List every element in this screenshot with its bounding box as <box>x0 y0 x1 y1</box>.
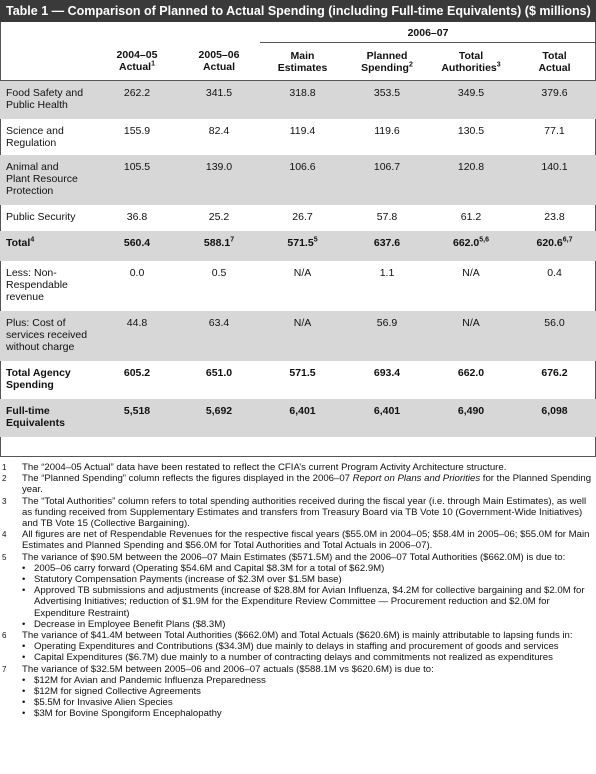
footnote-text: The “Total Authorities” column refers to total spending authorities received during the fiscal year (i.e. through Main Estimates), as well as funding received from Supplementary Estimates and transfers from Treasury Board via TB Vote 10 (Government-Wide Initiatives) and TB Vote 15 (Collective Bargaining). <box>22 495 587 530</box>
footnote-ref: 2 <box>408 61 413 68</box>
row-label-line: Spending <box>6 378 54 391</box>
table-cell <box>345 155 429 205</box>
cell-value: 662.0 <box>457 366 485 379</box>
footnote-ref: 3 <box>496 61 501 68</box>
cell-value: 571.5 <box>287 236 314 249</box>
table-cell <box>96 205 178 231</box>
footnote-1 <box>0 462 592 473</box>
row-label-line: Full-time <box>6 404 50 417</box>
row-label-line: services received <box>6 328 88 341</box>
table-cell <box>96 361 178 399</box>
cell-value: 637.6 <box>373 236 401 249</box>
group-header-row <box>0 24 596 43</box>
footnote-5 <box>0 552 592 630</box>
column-header-line2: Actual <box>538 61 571 74</box>
cell-value: 0.4 <box>547 266 562 279</box>
cell-value: N/A <box>462 316 480 329</box>
footnote-text: The variance of $32.5M between 2005–06 and 2006–07 actuals ($588.1M vs $620.6M) is due to: <box>22 663 434 675</box>
table-row <box>0 311 596 361</box>
cell-value: N/A <box>293 316 312 329</box>
row-label-line: revenue <box>6 290 44 303</box>
row-label-line: Plant Resource <box>6 172 78 185</box>
footnotes <box>0 462 592 720</box>
cell-value: 676.2 <box>541 366 568 379</box>
row-label-line: Total <box>6 236 31 249</box>
footnote-text: The variance of $90.5M between the 2006–07 Main Estimates ($571.5M) and the 2006–07 Total Authorities ($662.0M) is due to: <box>22 551 566 563</box>
table-cell <box>260 361 345 399</box>
footnote-number: 5 <box>2 552 7 562</box>
column-header-line1: Main <box>290 49 315 62</box>
report-title: Report on Plans and Priorities <box>352 473 481 485</box>
table-cell <box>513 155 596 205</box>
cell-value: 25.2 <box>208 210 230 223</box>
column-header <box>260 43 345 81</box>
footnote-bullet: • Operating Expenditures and Contributions ($34.3M) due mainly to delays in staffing and procurement of goods and services <box>22 641 592 652</box>
table-cell <box>513 119 596 155</box>
footnote-bullet: • $5.5M for Invasive Alien Species <box>22 697 592 708</box>
footnote-bullet: • Statutory Compensation Payments (increase of $2.3M over $1.5M base) <box>22 574 592 585</box>
table-cell <box>178 261 260 311</box>
footnote-text: for the Planned Spending year. <box>22 473 592 496</box>
column-header <box>345 43 429 81</box>
group-header: 2006–07 <box>260 24 596 43</box>
cell-value: 56.9 <box>376 316 398 329</box>
footnote-number: 1 <box>2 463 7 472</box>
column-header-line2: Estimates <box>277 61 328 74</box>
footnote-ref: 1 <box>151 60 155 68</box>
cell-value: 662.0 <box>452 236 480 249</box>
table-cell <box>260 311 345 361</box>
cell-value: 6,401 <box>373 404 401 417</box>
row-label <box>0 261 96 311</box>
table-cell <box>345 119 429 155</box>
column-header <box>513 43 596 81</box>
row-label-line: without charge <box>6 340 75 353</box>
table-cell <box>345 311 429 361</box>
column-header-line2: Authorities <box>441 61 497 74</box>
footnote-number: 4 <box>2 530 7 540</box>
cell-value: 6,098 <box>541 404 568 417</box>
table-cell <box>178 205 260 231</box>
table-cell <box>96 399 178 437</box>
row-label-line: Science and <box>6 124 64 137</box>
cell-value: 6,401 <box>289 404 316 417</box>
row-label <box>0 205 96 231</box>
cell-value: 106.7 <box>373 160 401 173</box>
table-row <box>0 261 596 311</box>
row-label <box>0 399 96 437</box>
table-cell <box>513 399 596 437</box>
column-header-line2: Spending <box>361 61 409 74</box>
cell-value: 349.5 <box>457 87 485 99</box>
cell-value: 1.1 <box>379 266 395 279</box>
table-cell <box>260 399 345 437</box>
row-label <box>0 119 96 155</box>
footnote-number: 6 <box>2 631 7 641</box>
table-cell <box>178 155 260 205</box>
cell-value: 571.5 <box>289 366 316 379</box>
table-cell <box>260 261 345 311</box>
table-cell <box>513 231 596 261</box>
row-label <box>0 231 96 261</box>
table-cell <box>178 119 260 155</box>
table-cell <box>260 81 345 119</box>
cell-value: 5,692 <box>205 404 233 417</box>
cell-value: 140.1 <box>541 160 568 173</box>
column-header-line1: Total <box>542 49 567 62</box>
column-header-line1: 2004–05 <box>116 49 158 62</box>
row-label-line: Animal and <box>6 160 59 173</box>
cell-value: 379.6 <box>541 87 568 99</box>
cell-value: 130.5 <box>457 124 485 137</box>
cell-value: 651.0 <box>205 366 233 379</box>
table-cell <box>513 361 596 399</box>
cell-value: 120.8 <box>457 160 485 173</box>
cell-value: 262.2 <box>123 87 151 99</box>
row-label-line: Food Safety and <box>6 87 84 99</box>
column-header <box>429 43 513 81</box>
table-cell <box>96 231 178 261</box>
cell-value: 56.0 <box>544 316 565 329</box>
table-cell <box>429 261 513 311</box>
cell-value: 119.4 <box>289 124 316 137</box>
table-row <box>0 361 596 399</box>
table-cell <box>260 231 345 261</box>
cell-value: 106.6 <box>289 160 316 173</box>
cell-value: 63.4 <box>208 316 230 329</box>
row-label-line: Protection <box>6 184 54 197</box>
table-row <box>0 231 596 261</box>
cell-value: 0.0 <box>129 266 145 279</box>
footnote-6 <box>0 630 592 664</box>
cell-value: 560.4 <box>123 236 151 249</box>
table-cell <box>345 81 429 119</box>
footnote-4 <box>0 529 592 551</box>
table-cell <box>345 399 429 437</box>
table-cell <box>260 119 345 155</box>
row-label-line: Public Health <box>6 99 68 111</box>
table-cell <box>429 231 513 261</box>
table-cell <box>513 205 596 231</box>
footnote-bullet: • Decrease in Employee Benefit Plans ($8.3M) <box>22 619 592 630</box>
column-header-line1: Total <box>458 49 484 62</box>
table-body <box>0 81 596 437</box>
table-row <box>0 205 596 231</box>
table-cell <box>513 261 596 311</box>
table-cell <box>429 155 513 205</box>
footnote-bullet: • $3M for Bovine Spongiform Encephalopathy <box>22 708 592 719</box>
table-cell <box>178 231 260 261</box>
table-cell <box>178 399 260 437</box>
row-label-line: Less: Non- <box>6 266 57 279</box>
cell-value: 44.8 <box>126 316 148 329</box>
table-row <box>0 119 596 155</box>
footnote-ref: 5,6 <box>479 236 489 243</box>
table-cell <box>96 261 178 311</box>
cell-value: 119.6 <box>374 124 400 137</box>
table-cell <box>429 205 513 231</box>
footnote-bullet: • Capital Expenditures ($6.7M) due mainly to a number of contracting delays and commitments not realized as expenditures <box>22 652 592 663</box>
column-header-line2: Actual <box>202 61 236 74</box>
footnote-text: The “2004–05 Actual” data have been restated to reflect the CFIA’s current Program Activity Architecture structure. <box>22 462 507 473</box>
cell-value: 23.8 <box>544 210 565 223</box>
table-cell <box>345 361 429 399</box>
cell-value: 77.1 <box>544 124 565 137</box>
cell-value: 57.8 <box>376 210 398 223</box>
table-cell <box>513 81 596 119</box>
row-label <box>0 311 96 361</box>
column-header <box>178 43 260 81</box>
footnote-number: 2 <box>2 474 7 484</box>
table-cell <box>429 311 513 361</box>
row-label <box>0 155 96 205</box>
footnote-bullet: • $12M for Avian and Pandemic Influenza Preparedness <box>22 675 592 686</box>
table-cell <box>260 205 345 231</box>
footnote-bullet: • $12M for signed Collective Agreements <box>22 686 592 697</box>
table-cell <box>429 361 513 399</box>
cell-value: 139.0 <box>205 160 233 173</box>
column-header-row <box>0 43 596 81</box>
column-header-line2: Actual <box>119 61 152 74</box>
column-header <box>96 43 178 81</box>
cell-value: 36.8 <box>126 210 148 223</box>
cell-value: 588.1 <box>203 236 231 249</box>
cell-value: 82.4 <box>208 124 230 137</box>
cell-value: 155.9 <box>123 124 151 137</box>
cell-value: 353.5 <box>373 87 401 99</box>
cell-value: 605.2 <box>123 366 151 379</box>
table-cell <box>429 119 513 155</box>
cell-value: 105.5 <box>123 160 151 173</box>
footnote-ref: 7 <box>230 236 235 243</box>
row-label-line: Regulation <box>6 136 57 149</box>
row-label <box>0 361 96 399</box>
footnote-text: All figures are net of Respendable Revenues for the respective fiscal years ($55.0M in 2004–05; $58.4M in 2005–06; $55.0M for Main Estimates and Planned Spending and $56.0M for Total Authorities and Total Actuals in 2006–07). <box>22 529 590 552</box>
table-title: Table 1 — Comparison of Planned to Actual Spending (including Full-time Equivalents) ($ millions) <box>0 0 596 22</box>
footnote-ref: 6,7 <box>562 236 573 243</box>
table-row <box>0 81 596 119</box>
table-cell <box>260 155 345 205</box>
table-cell <box>345 205 429 231</box>
footnote-3 <box>0 496 592 530</box>
footnote-ref: 5 <box>313 236 318 243</box>
column-header-line1: Planned <box>366 49 408 62</box>
cell-value: 341.5 <box>205 87 233 99</box>
footnote-text: The “Planned Spending” column reflects the figures displayed in the 2006–07 <box>22 473 353 485</box>
footnote-7 <box>0 664 592 720</box>
cell-value: 693.4 <box>373 366 401 379</box>
table-row <box>0 155 596 205</box>
cell-value: 620.6 <box>536 236 563 249</box>
table-row <box>0 399 596 437</box>
table-cell <box>96 81 178 119</box>
row-label-line: Total Agency <box>6 366 71 379</box>
footnote-2 <box>0 473 592 495</box>
spending-table <box>0 24 596 437</box>
cell-value: 26.7 <box>292 210 313 223</box>
footnote-number: 7 <box>2 664 7 674</box>
table-cell <box>178 81 260 119</box>
footnote-text: The variance of $41.4M between Total Authorities ($662.0M) and Total Actuals ($620.6M) is mainly attributable to lapsing funds in: <box>22 630 573 642</box>
footnote-number: 3 <box>2 496 7 506</box>
table-cell <box>96 155 178 205</box>
table-cell <box>345 261 429 311</box>
row-label-line: Plus: Cost of <box>6 316 66 329</box>
cell-value: 0.5 <box>211 266 227 279</box>
table-cell <box>345 231 429 261</box>
cell-value: 318.8 <box>289 87 316 99</box>
table-cell <box>429 81 513 119</box>
footnote-ref: 4 <box>30 236 35 243</box>
table-cell <box>429 399 513 437</box>
table-cell <box>96 119 178 155</box>
cell-value: 61.2 <box>460 210 482 223</box>
cell-value: 5,518 <box>123 404 151 417</box>
table-cell <box>178 311 260 361</box>
table-cell <box>513 311 596 361</box>
footnote-bullet: • 2005–06 carry forward (Operating $54.6M and Capital $8.3M for a total of $62.9M) <box>22 563 592 574</box>
table-cell <box>96 311 178 361</box>
table-cell <box>178 361 260 399</box>
cell-value: 6,490 <box>457 404 485 417</box>
cell-value: N/A <box>293 266 312 279</box>
column-header-line1: 2005–06 <box>198 49 240 62</box>
row-label-line: Equivalents <box>6 416 65 429</box>
footnote-bullet: • Approved TB submissions and adjustments (increase of $28.8M for Avian Influenza, $4.2M for collective bargaining and $2.0M for Advertising Initiatives; reduction of $1.9M for the Expenditure Review Committee — Procurement reduction and $2.0M for Expenditure Restraint) <box>22 585 592 619</box>
cell-value: N/A <box>462 266 480 279</box>
row-label-line: Public Security <box>6 210 76 223</box>
row-label <box>0 81 96 119</box>
row-label-line: Respendable <box>6 278 68 291</box>
